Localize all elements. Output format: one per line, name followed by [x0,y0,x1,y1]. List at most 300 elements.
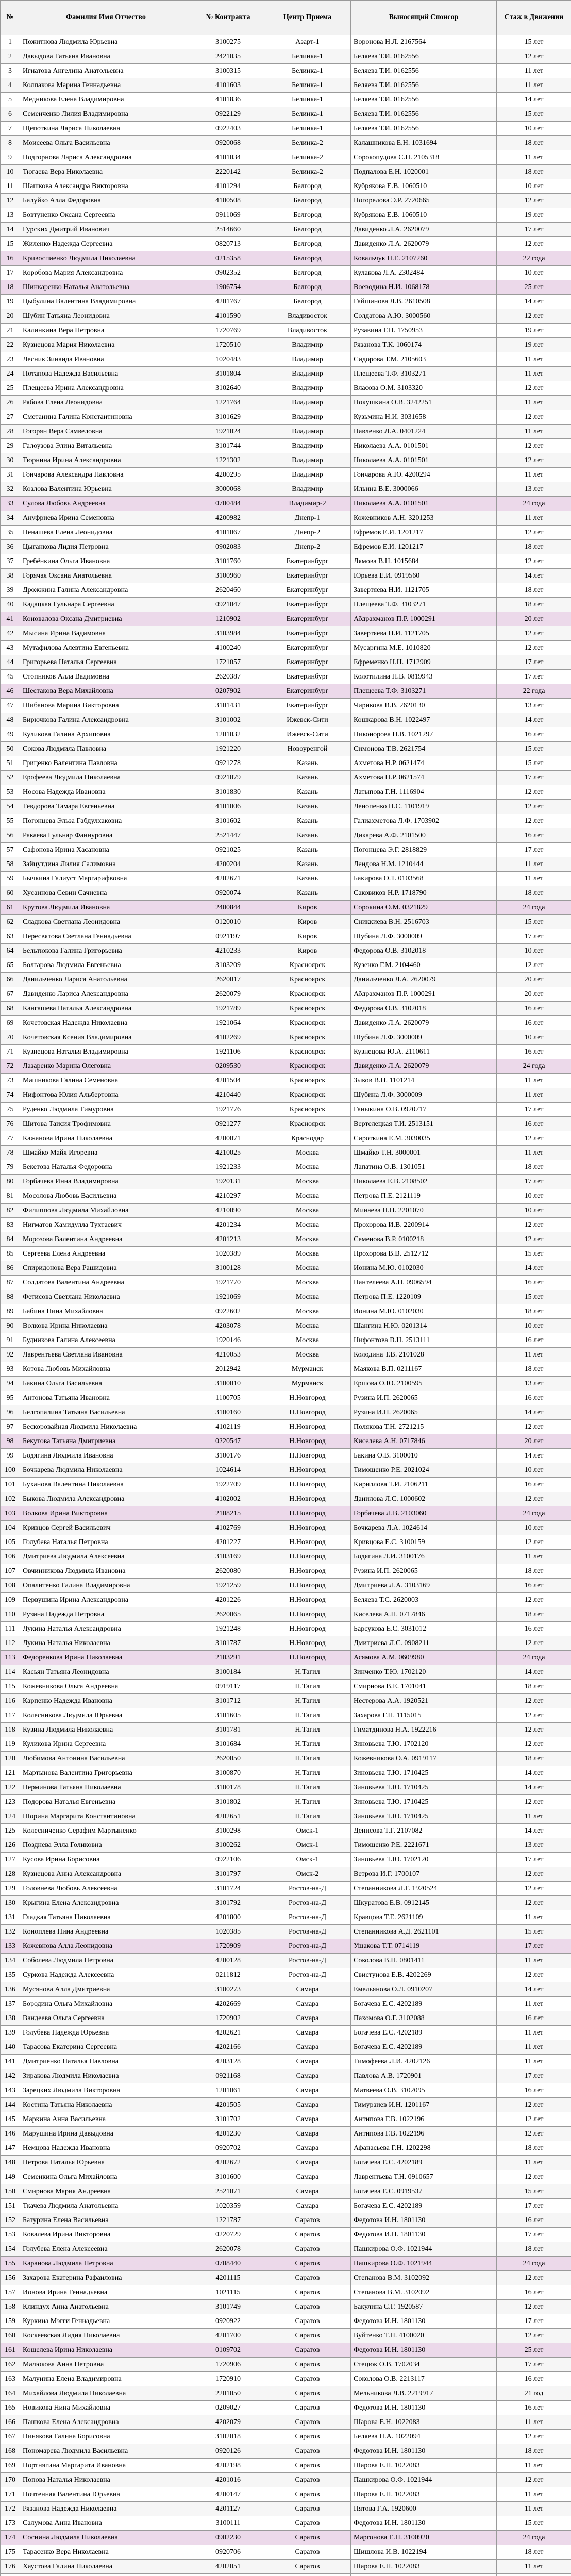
table-row [1,439,571,453]
reception-center-cell: Екатеринбург [264,699,351,713]
table-row [1,2083,571,2098]
contract-number-cell: 0919117 [192,1680,264,1694]
row-number-cell: 16 [1,251,20,266]
experience-cell: 10 лет [497,1030,571,1045]
row-number-cell: 126 [1,1838,20,1853]
column-header-sponsor: Выносящий Спонсор [351,1,497,35]
sponsor-cell: Ефременко Н.Н. 1712909 [351,655,497,670]
experience-cell: 18 лет [497,1752,571,1766]
full-name-cell: Цыганкова Лидия Петровна [20,540,192,554]
full-name-cell: Голубева Елена Алексеевна [20,2242,192,2257]
table-row [1,2156,571,2170]
contract-number-cell: 2514660 [192,223,264,237]
full-name-cell: Зиракова Людмила Николаевна [20,2069,192,2083]
sponsor-cell: Федотова И.Н. 1801130 [351,2228,497,2242]
row-number-cell: 91 [1,1333,20,1348]
sponsor-cell: Дмитриева Л.А. 3103169 [351,1579,497,1593]
sponsor-cell: Подпалова Е.Н. 1020001 [351,165,497,179]
full-name-cell: Шорина Маргарита Константиновна [20,1809,192,1824]
row-number-cell: 167 [1,2430,20,2444]
row-number-cell: 34 [1,511,20,526]
full-name-cell: Плещеева Ирина Александровна [20,381,192,396]
sponsor-cell: Никонорова Н.В. 1021297 [351,727,497,742]
experience-cell: 10 лет [497,1319,571,1333]
experience-cell: 11 лет [497,872,571,886]
sponsor-cell: Кулакова Л.А. 2302484 [351,266,497,280]
row-number-cell: 59 [1,872,20,886]
row-number-cell: 53 [1,785,20,800]
experience-cell: 13 лет [497,1377,571,1391]
reception-center-cell: Владимир [264,453,351,468]
row-number-cell: 18 [1,280,20,295]
contract-number-cell: 1720902 [192,2011,264,2026]
full-name-cell: Стопников Алла Вадимовна [20,670,192,684]
table-row [1,1853,571,1867]
sponsor-cell: Беляева Н.А. 1022094 [351,2430,497,2444]
full-name-cell: Соболева Людмила Петровна [20,1954,192,1968]
full-name-cell: Коновалова Оксана Дмитриевна [20,612,192,626]
reception-center-cell: Саратов [264,2213,351,2228]
row-number-cell: 119 [1,1737,20,1752]
table-row [1,1434,571,1449]
experience-cell: 18 лет [497,598,571,612]
sponsor-cell: Федотова И.Н. 1801130 [351,2343,497,2358]
experience-cell: 11 лет [497,2487,571,2502]
contract-number-cell: 2201050 [192,2386,264,2401]
reception-center-cell: Казань [264,886,351,901]
row-number-cell: 99 [1,1449,20,1463]
row-number-cell: 117 [1,1708,20,1723]
full-name-cell: Кривцов Сергей Васильевич [20,1521,192,1535]
table-row [1,742,571,756]
table-row [1,150,571,165]
experience-cell: 14 лет [497,1665,571,1680]
experience-cell: 12 лет [497,1492,571,1506]
reception-center-cell: Мурманск [264,1377,351,1391]
table-row [1,699,571,713]
row-number-cell: 4 [1,78,20,93]
table-row [1,1665,571,1680]
row-number-cell: 55 [1,814,20,828]
contract-number-cell: 4102002 [192,1492,264,1506]
reception-center-cell: Саратов [264,2343,351,2358]
experience-cell: 19 лет [497,208,571,223]
table-row [1,64,571,78]
contract-number-cell: 4202669 [192,1997,264,2011]
table-row [1,713,571,727]
experience-cell: 18 лет [497,2444,571,2459]
row-number-cell: 154 [1,2242,20,2257]
experience-cell: 10 лет [497,1204,571,1218]
row-number-cell: 31 [1,468,20,482]
sponsor-cell: Тимурзиев И.Н. 1201167 [351,2098,497,2112]
table-row [1,1449,571,1463]
sponsor-cell: Дикарева А.Ф. 2101500 [351,828,497,843]
full-name-cell: Носова Надежда Ивановна [20,785,192,800]
contract-number-cell: 0920922 [192,2314,264,2329]
contract-number-cell: 4203128 [192,2055,264,2069]
reception-center-cell: Саратов [264,2430,351,2444]
experience-cell: 12 лет [497,1867,571,1882]
table-row [1,2516,571,2531]
reception-center-cell: Белинка-1 [264,64,351,78]
full-name-cell: Лукина Наталья Николаевна [20,1636,192,1651]
contract-number-cell: 4201505 [192,2098,264,2112]
reception-center-cell: Екатеринбург [264,655,351,670]
row-number-cell: 51 [1,756,20,771]
table-row [1,223,571,237]
full-name-cell: Машникова Галина Семеновна [20,1074,192,1088]
contract-number-cell: 0920706 [192,2545,264,2560]
table-row [1,338,571,352]
table-row [1,396,571,410]
experience-cell: 11 лет [497,352,571,367]
full-name-cell [20,2574,192,2576]
row-number-cell: 54 [1,800,20,814]
reception-center-cell: Белинка-1 [264,107,351,122]
contract-number-cell: 0820713 [192,237,264,251]
experience-cell: 12 лет [497,1723,571,1737]
full-name-cell: Хаустова Галина Николаевна [20,2560,192,2574]
reception-center-cell: Н.Новгород [264,1434,351,1449]
experience-cell: 11 лет [497,425,571,439]
row-number-cell: 122 [1,1781,20,1795]
table-row [1,453,571,468]
reception-center-cell: Екатеринбург [264,641,351,655]
sponsor-cell: Данильченко Л.А. 2620079 [351,973,497,987]
reception-center-cell: Саратов [264,2531,351,2545]
table-row [1,814,571,828]
reception-center-cell: Н.Новгород [264,1550,351,1564]
experience-cell: 11 лет [497,1997,571,2011]
full-name-cell: Тарасенко Вера Николаевна [20,2545,192,2560]
reception-center-cell: Белинка-2 [264,136,351,150]
contract-number-cell: 4200071 [192,1131,264,1146]
experience-cell: 24 года [497,901,571,915]
contract-number-cell: 0921047 [192,598,264,612]
table-row [1,843,571,857]
full-name-cell: Коскеевская Лидия Николаевна [20,2329,192,2343]
sponsor-cell [351,2574,497,2576]
reception-center-cell: Саратов [264,2415,351,2430]
sponsor-cell: Данилова Л.С. 1000602 [351,1492,497,1506]
sponsor-cell: Киселева А.Н. 0717846 [351,1434,497,1449]
experience-cell: 19 лет [497,324,571,338]
contract-number-cell: 1921106 [192,1045,264,1059]
contract-number-cell: 1921789 [192,1002,264,1016]
contract-number-cell: 4200204 [192,857,264,872]
full-name-cell: Дмитриева Людмила Алексеевна [20,1550,192,1564]
table-row [1,2531,571,2545]
row-number-cell: 98 [1,1434,20,1449]
row-number-cell: 92 [1,1348,20,1362]
row-number-cell: 150 [1,2184,20,2199]
experience-cell: 12 лет [497,1535,571,1550]
row-number-cell: 166 [1,2415,20,2430]
reception-center-cell: Самара [264,2112,351,2127]
row-number-cell: 139 [1,2026,20,2040]
full-name-cell: Тюрнина Ирина Александровна [20,453,192,468]
row-number-cell: 29 [1,439,20,453]
contract-number-cell: 0109702 [192,2343,264,2358]
row-number-cell: 142 [1,2069,20,2083]
experience-cell: 15 лет [497,1290,571,1304]
contract-number-cell: 4201227 [192,1535,264,1550]
full-name-cell: Игнатова Ангелина Анатольевна [20,64,192,78]
table-row [1,1564,571,1579]
reception-center-cell: Владимир [264,352,351,367]
sponsor-cell: Пахомова О.Г. 3102088 [351,2011,497,2026]
sponsor-cell: Кравцова Т.Е. 2621109 [351,1910,497,1925]
table-row [1,987,571,1002]
full-name-cell: Кажанова Ирина Николаевна [20,1131,192,1146]
table-row [1,1276,571,1290]
experience-cell: 15 лет [497,915,571,929]
reception-center-cell: Белинка-2 [264,150,351,165]
experience-cell: 20 лет [497,987,571,1002]
table-row [1,324,571,338]
contract-number-cell: 0911069 [192,208,264,223]
row-number-cell: 30 [1,453,20,468]
contract-number-cell: 2103291 [192,1651,264,1665]
contract-number-cell: 3100111 [192,2516,264,2531]
reception-center-cell: Саратов [264,2545,351,2560]
contract-number-cell: 1720769 [192,324,264,338]
reception-center-cell: Н.Новгород [264,1492,351,1506]
sponsor-cell: Богачева Е.С. 4202189 [351,2156,497,2170]
contract-number-cell: 2620080 [192,1564,264,1579]
full-name-cell: Потапова Надежда Васильевна [20,367,192,381]
contract-number-cell: 2108215 [192,1506,264,1521]
contract-number-cell: 4201127 [192,2502,264,2516]
full-name-cell: Горячая Оксана Анатольевна [20,569,192,583]
reception-center-cell: Саратов [264,2329,351,2343]
table-row [1,1737,571,1752]
row-number-cell: 114 [1,1665,20,1680]
reception-center-cell: Самара [264,1997,351,2011]
reception-center-cell: Саратов [264,2386,351,2401]
reception-center-cell: Владимир [264,367,351,381]
experience-cell: 12 лет [497,381,571,396]
row-number-cell: 79 [1,1160,20,1175]
reception-center-cell: Красноярск [264,1074,351,1088]
full-name-cell: Гогорян Вера Самвеловна [20,425,192,439]
experience-cell: 12 лет [497,1636,571,1651]
experience-cell: 14 лет [497,1766,571,1781]
row-number-cell: 25 [1,381,20,396]
sponsor-cell: Семенова В.Р. 0100218 [351,1232,497,1247]
experience-cell: 18 лет [497,540,571,554]
sponsor-cell: Симонова Т.В. 2621754 [351,742,497,756]
contract-number-cell: 0120010 [192,915,264,929]
reception-center-cell: Н.Новгород [264,1593,351,1607]
experience-cell: 12 лет [497,2127,571,2141]
full-name-cell: Сергеева Елена Андреевна [20,1247,192,1261]
row-number-cell: 70 [1,1030,20,1045]
table-row [1,1824,571,1838]
full-name-cell: Сокова Людмила Павловна [20,742,192,756]
reception-center-cell: Белгород [264,280,351,295]
sponsor-cell: Ахметова Н.Р. 0621574 [351,771,497,785]
contract-number-cell: 4202198 [192,2459,264,2473]
contract-number-cell: 3101804 [192,367,264,381]
experience-cell: 12 лет [497,785,571,800]
table-row [1,2473,571,2487]
reception-center-cell: Красноярск [264,987,351,1002]
full-name-cell: Волкова Ирина Николаевна [20,1319,192,1333]
full-name-cell: Болгарова Людмила Евгеньевна [20,958,192,973]
sponsor-cell: Богачева Е.С. 0919537 [351,2184,497,2199]
experience-cell: 16 лет [497,1391,571,1405]
reception-center-cell: Красноярск [264,958,351,973]
full-name-cell: Сафонова Ирина Хасановна [20,843,192,857]
full-name-cell: Новикова Нина Михайловна [20,2401,192,2415]
row-number-cell: 43 [1,641,20,655]
contract-number-cell: 1100705 [192,1391,264,1405]
sponsor-cell: Николаева А.А. 0101501 [351,453,497,468]
table-row [1,1333,571,1348]
experience-cell: 18 лет [497,165,571,179]
table-row [1,2560,571,2574]
contract-number-cell: 2620065 [192,1607,264,1622]
table-row [1,2112,571,2127]
reception-center-cell: Н.Тагил [264,1766,351,1781]
contract-number-cell: 1721057 [192,655,264,670]
experience-cell: 18 лет [497,2242,571,2257]
experience-cell: 12 лет [497,194,571,208]
row-number-cell: 15 [1,237,20,251]
reception-center-cell: Белгород [264,179,351,194]
sponsor-cell: Зиновьева Т.Ю. 1710425 [351,1766,497,1781]
row-number-cell: 57 [1,843,20,857]
contract-number-cell: 3101712 [192,1694,264,1708]
experience-cell: 16 лет [497,2372,571,2386]
sponsor-cell: Ионина М.Ю. 0102030 [351,1261,497,1276]
experience-cell: 11 лет [497,2560,571,2574]
reception-center-cell: Москва [264,1333,351,1348]
experience-cell: 17 лет [497,1103,571,1117]
contract-number-cell: 3100176 [192,1449,264,1463]
full-name-cell: Щепоткина Лариса Николаевна [20,122,192,136]
row-number-cell: 36 [1,540,20,554]
contract-number-cell: 1221764 [192,396,264,410]
experience-cell: 11 лет [497,2502,571,2516]
table-row [1,295,571,309]
table-row [1,2257,571,2271]
full-name-cell: Сулова Любовь Андреевна [20,497,192,511]
contract-number-cell: 3100128 [192,1261,264,1276]
sponsor-cell: Чирикова В.В. 2620130 [351,699,497,713]
full-name-cell: Ионова Ирина Геннадьевна [20,2285,192,2300]
sponsor-cell: Зиновьева Т.Ю. 1710425 [351,1795,497,1809]
contract-number-cell: 3101702 [192,2112,264,2127]
sponsor-cell: Нифонтова В.Н. 2513111 [351,1333,497,1348]
contract-number-cell: 2620050 [192,1752,264,1766]
sponsor-cell: Ветрова И.Г. 1700107 [351,1867,497,1882]
reception-center-cell: Н.Новгород [264,1391,351,1405]
experience-cell: 16 лет [497,2083,571,2098]
experience-cell: 16 лет [497,1478,571,1492]
experience-cell: 12 лет [497,1737,571,1752]
table-row [1,1319,571,1333]
contract-number-cell: 2521071 [192,2184,264,2199]
table-row [1,165,571,179]
contract-number-cell: 4210053 [192,1348,264,1362]
sponsor-cell: Кошкарова В.Н. 1022497 [351,713,497,727]
contract-number-cell: 3101602 [192,814,264,828]
contract-number-cell: 0211812 [192,1968,264,1982]
sponsor-cell: Вуйтенко Т.Н. 4100020 [351,2329,497,2343]
row-number-cell: 46 [1,684,20,699]
sponsor-cell: Тимофеева Л.И. 4202126 [351,2055,497,2069]
full-name-cell: Малюкова Анна Петровна [20,2358,192,2372]
sponsor-cell: Бочкарева Л.А. 1024614 [351,1521,497,1535]
reception-center-cell [264,2574,351,2576]
reception-center-cell: Москва [264,1348,351,1362]
reception-center-cell: Владимир [264,482,351,497]
sponsor-cell: Шангина Н.Ю. 0201314 [351,1319,497,1333]
contract-number-cell: 2620017 [192,973,264,987]
sponsor-cell: Шишлова И.В. 1022194 [351,2545,497,2560]
row-number-cell: 2 [1,49,20,64]
sponsor-cell: Николаева А.А. 0101501 [351,439,497,453]
contract-number-cell: 2620387 [192,670,264,684]
contract-number-cell: 3101002 [192,713,264,727]
experience-cell: 16 лет [497,727,571,742]
experience-cell: 24 года [497,1059,571,1074]
reception-center-cell: Н.Новгород [264,1564,351,1579]
table-row [1,2026,571,2040]
row-number-cell: 27 [1,410,20,425]
table-row [1,958,571,973]
full-name-cell: Зарецких Людмила Викторовна [20,2083,192,2098]
contract-number-cell: 0220547 [192,1434,264,1449]
contract-number-cell: 2620079 [192,987,264,1002]
table-row [1,1175,571,1189]
reception-center-cell: Самара [264,2040,351,2055]
full-name-cell: Касьян Татьяна Леонидовна [20,1665,192,1680]
experience-cell: 10 лет [497,1463,571,1478]
reception-center-cell: Казань [264,800,351,814]
full-name-cell: Ануфриева Ирина Семеновна [20,511,192,526]
row-number-cell: 76 [1,1117,20,1131]
sponsor-cell: Павлова А.В. 1720901 [351,2069,497,2083]
reception-center-cell: Саратов [264,2257,351,2271]
reception-center-cell: Киров [264,915,351,929]
contract-number-cell: 1201032 [192,727,264,742]
sponsor-cell: Кривцова Е.С. 3100159 [351,1535,497,1550]
sponsor-cell: Пашкирова О.Ф. 1021944 [351,2473,497,2487]
row-number-cell: 37 [1,554,20,569]
full-name-cell: Солдатова Валентина Андреевна [20,1276,192,1290]
row-number-cell: 97 [1,1420,20,1434]
reception-center-cell: Ростов-на-Д [264,1954,351,1968]
reception-center-cell: Владивосток [264,324,351,338]
sponsor-cell: Кубрякова Е.В. 1060510 [351,208,497,223]
full-name-cell: Мартынова Валентина Григорьевна [20,1766,192,1781]
row-number-cell: 128 [1,1867,20,1882]
sponsor-cell: Кубрякова Е.В. 1060510 [351,179,497,194]
contract-number-cell: 4201800 [192,1910,264,1925]
sponsor-cell: Воронова Н.Л. 2167564 [351,35,497,49]
contract-number-cell: 1906754 [192,280,264,295]
table-row [1,2343,571,2358]
full-name-cell: Попова Наталья Николаевна [20,2473,192,2487]
reception-center-cell: Н.Новгород [264,1535,351,1550]
experience-cell: 11 лет [497,1954,571,1968]
full-name-cell: Жиленко Надежда Сергеевна [20,237,192,251]
row-number-cell: 151 [1,2199,20,2213]
